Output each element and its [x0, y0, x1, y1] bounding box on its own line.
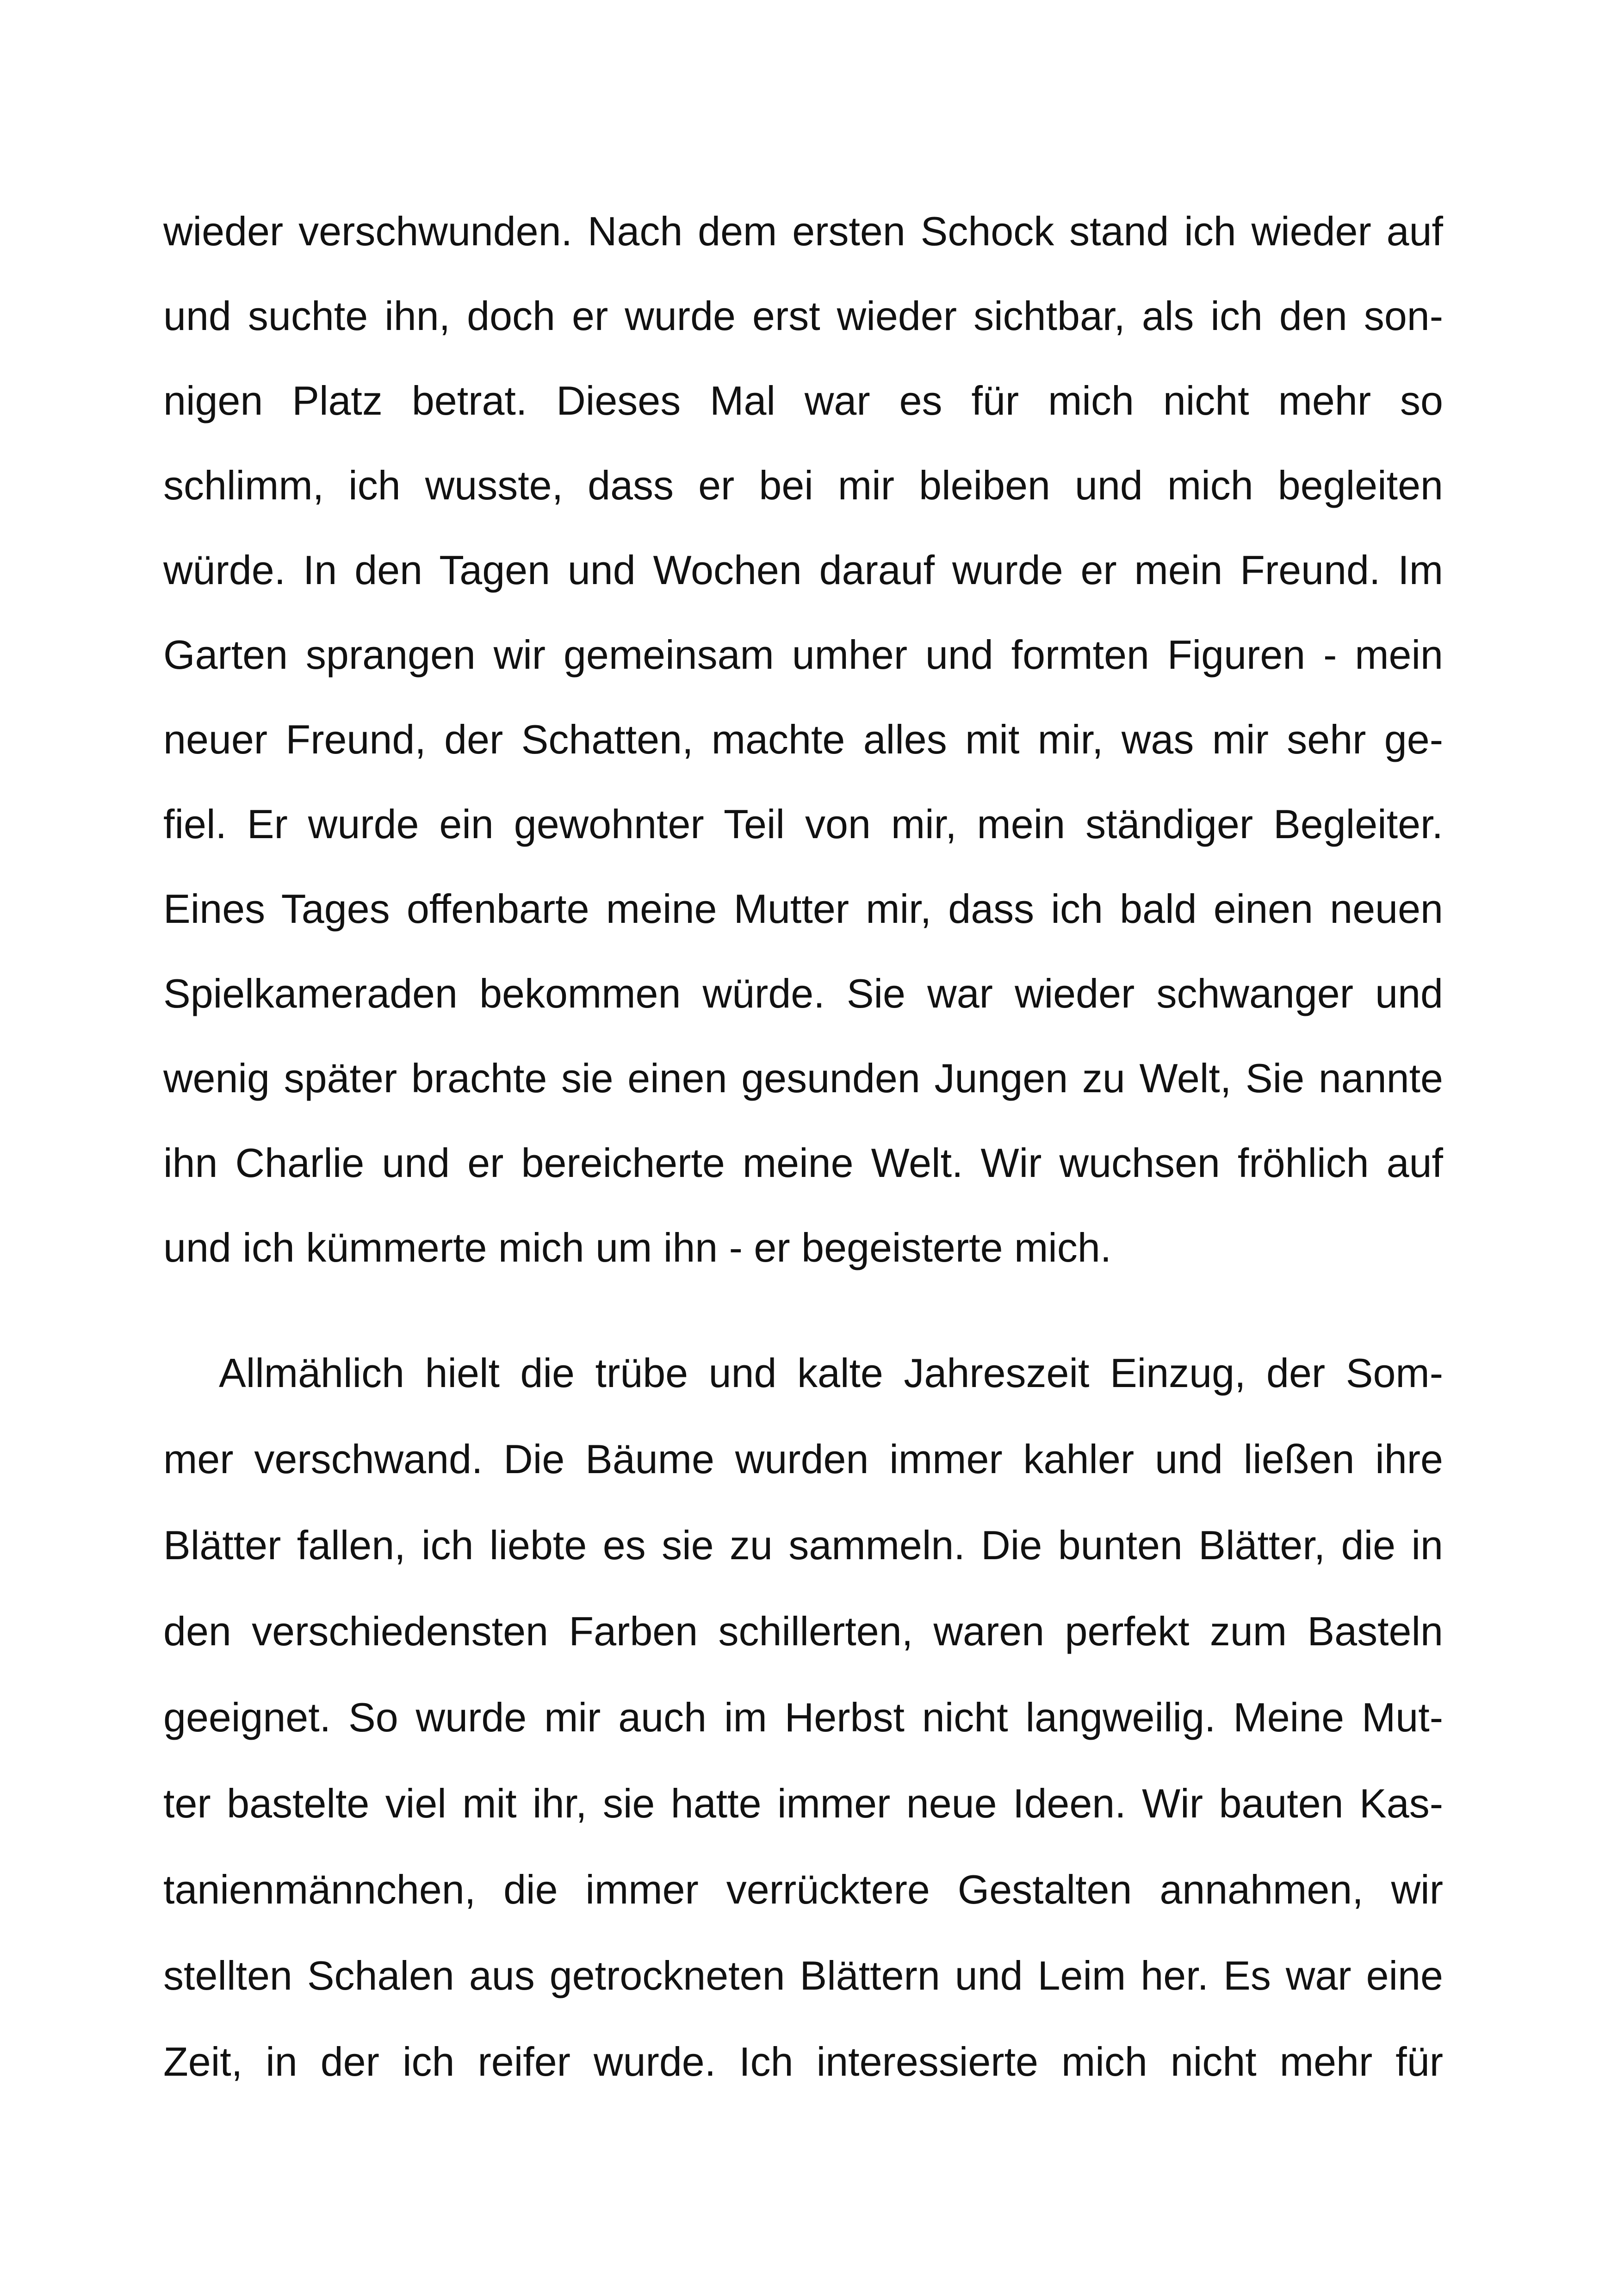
- paragraph-line: mer verschwand. Die Bäume wurden immer kahler und ließen ihre: [163, 1436, 1443, 1482]
- paragraph-line: stellten Schalen aus getrockneten Blättern und Leim her. Es war eine: [163, 1953, 1443, 1998]
- paragraph-line: tanienmännchen, die immer verrücktere Gestalten annahmen, wir: [163, 1867, 1443, 1912]
- paragraph-1: [163, 204, 1443, 1379]
- paragraph-line: würde. In den Tagen und Wochen darauf wurde er mein Freund. Im: [163, 547, 1443, 593]
- paragraph-line: und suchte ihn, doch er wurde erst wieder sichtbar, als ich den son-: [163, 293, 1443, 339]
- paragraph-2: [163, 1345, 1443, 2086]
- paragraph-line: Zeit, in der ich reifer wurde. Ich interessierte mich nicht mehr für: [163, 2039, 1443, 2084]
- paragraph-line: Spielkameraden bekommen würde. Sie war wieder schwanger und: [163, 971, 1443, 1016]
- paragraph-line: und ich kümmerte mich um ihn - er begeisterte mich.: [163, 1225, 1112, 1270]
- paragraph-line: schlimm, ich wusste, dass er bei mir bleiben und mich begleiten: [163, 462, 1443, 508]
- paragraph-line: wieder verschwunden. Nach dem ersten Schock stand ich wieder auf: [163, 208, 1443, 254]
- paragraph-line: wenig später brachte sie einen gesunden Jungen zu Welt, Sie nannte: [163, 1055, 1443, 1101]
- paragraph-line: ter bastelte viel mit ihr, sie hatte immer neue Ideen. Wir bauten Kas-: [163, 1780, 1443, 1826]
- paragraph-line: Eines Tages offenbarte meine Mutter mir, dass ich bald einen neuen: [163, 886, 1443, 932]
- paragraph-line: den verschiedensten Farben schillerten, waren perfekt zum Basteln: [163, 1608, 1443, 1654]
- paragraph-line: Garten sprangen wir gemeinsam umher und formten Figuren - mein: [163, 632, 1443, 678]
- paragraph-line: geeignet. So wurde mir auch im Herbst nicht langweilig. Meine Mut-: [163, 1694, 1443, 1740]
- paragraph-line: neuer Freund, der Schatten, machte alles mit mir, was mir sehr ge-: [163, 716, 1443, 762]
- paragraph-line: Allmählich hielt die trübe und kalte Jahreszeit Einzug, der Som-: [219, 1350, 1443, 1396]
- paragraph-line: fiel. Er wurde ein gewohnter Teil von mir, mein ständiger Begleiter.: [163, 801, 1443, 847]
- paragraph-line: Blätter fallen, ich liebte es sie zu sammeln. Die bunten Blätter, die in: [163, 1522, 1443, 1568]
- paragraph-line: nigen Platz betrat. Dieses Mal war es für mich nicht mehr so: [163, 378, 1443, 423]
- paragraph-line: ihn Charlie und er bereicherte meine Welt. Wir wuchsen fröhlich auf: [163, 1140, 1443, 1186]
